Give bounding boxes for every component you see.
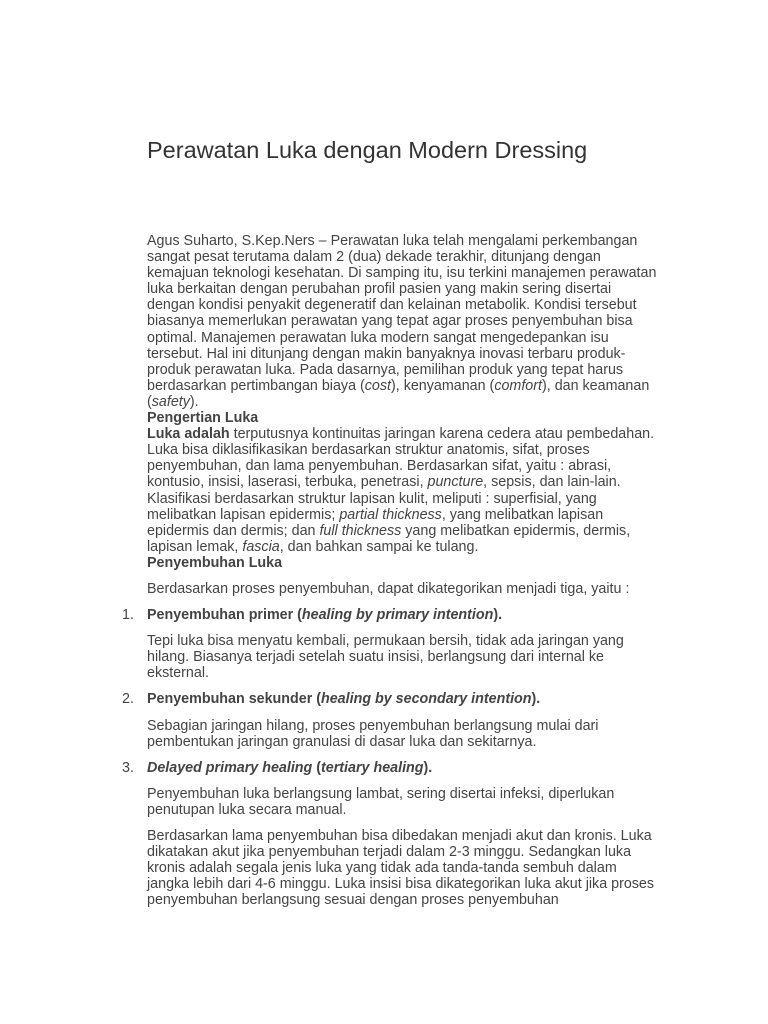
pengertian-text-2: , sepsis, dan lain-lain. (483, 474, 621, 491)
intro-italic-cost: cost (364, 377, 391, 394)
list-item-description: Sebagian jaringan hilang, proses penyembuhan berlangsung mulai dari pembentukan jaringan granulasi di dasar luka dan sekitarnya. (147, 717, 599, 750)
list-item-title-italic: healing by secondary intention (321, 691, 532, 708)
penyembuhan-lead: Berdasarkan proses penyembuhan, dapat dikategorikan menjadi tiga, yaitu : (147, 580, 630, 597)
pengertian-text-1: terputusnya kontinuitas jaringan karena cedera atau pembedahan. Luka bisa diklasifikasikan berdasarkan struktur anatomis, sifat, proses penyembuhan, dan lama penyembuhan. Berdasarkan sifat, yaitu : abrasi, kontusio, insisi, laserasi, terbuka, penetrasi, (147, 426, 655, 491)
klasifikasi-text-4: , dan bahkan sampai ke tulang. (279, 538, 479, 555)
list-item (122, 691, 662, 708)
klasifikasi-paragraph (147, 491, 662, 555)
list-item (122, 607, 662, 624)
pengertian-italic-puncture: puncture (427, 474, 484, 491)
klasifikasi-italic-full: full thickness (319, 522, 402, 539)
list-number: 3. (122, 759, 134, 776)
list-item-title (147, 607, 502, 623)
list-item-title-end: ). (423, 759, 433, 776)
list-item-title-italic-lead: Delayed primary healing (147, 759, 313, 776)
pengertian-paragraph (147, 426, 662, 490)
list-item-title-italic: healing by primary intention (301, 607, 494, 624)
pengertian-heading (147, 410, 662, 426)
list-number: 1. (122, 607, 134, 624)
list-item-description: Tepi luka bisa menyatu kembali, permukaan bersih, tidak ada jaringan yang hilang. Biasanya terjadi setelah suatu insisi, berlangsung dari internal ke eksternal. (147, 633, 624, 682)
klasifikasi-text-1: Klasifikasi berdasarkan struktur lapisan kulit, meliputi : superfisial, yang melibatkan lapisan epidermis; (147, 490, 597, 523)
list-item-title-text: ( (312, 759, 322, 776)
klasifikasi-italic-partial: partial thickness (339, 506, 442, 523)
intro-paragraph (147, 233, 662, 410)
pengertian-heading-text: Pengertian Luka (147, 410, 259, 427)
list-item-title-end: ). (531, 691, 541, 708)
document-title: Perawatan Luka dengan Modern Dressing (147, 137, 588, 163)
list-number: 2. (122, 691, 134, 708)
list-item-title-text: Penyembuhan primer ( (147, 607, 302, 624)
pengertian-bold-term: Luka adalah (147, 426, 230, 443)
intro-italic-comfort: comfort (494, 377, 542, 394)
list-item-title-end: ). (493, 607, 503, 624)
klasifikasi-italic-fascia: fascia (242, 538, 280, 555)
intro-text-3: ), dan keamanan ( (147, 377, 650, 410)
list-item-title (147, 691, 540, 707)
closing-paragraph: Berdasarkan lama penyembuhan bisa dibedakan menjadi akut dan kronis. Luka dikatakan akut jika penyembuhan terjadi dalam 2-3 minggu. Sedangkan luka kronis adalah segala jenis luka yang tidak ada tanda-tanda sembuh dalam jangka lebih dari 4-6 minggu. Luka insisi bisa dikategorikan luka akut jika proses penyembuhan berlangsung sesuai dengan proses penyembuhan (147, 828, 655, 909)
list-item-title-text: Penyembuhan sekunder ( (147, 691, 321, 708)
list-item (122, 759, 662, 776)
list-item-title-italic: tertiary healing (321, 759, 424, 776)
penyembuhan-heading (147, 555, 662, 571)
document-body (122, 233, 662, 909)
intro-italic-safety: safety (151, 393, 190, 410)
klasifikasi-text-2: , yang melibatkan lapisan epidermis dan dermis; dan (147, 506, 604, 539)
intro-text-4: ). (189, 393, 199, 410)
intro-text-2: ), kenyamanan ( (391, 377, 495, 394)
list-item-description: Penyembuhan luka berlangsung lambat, sering disertai infeksi, diperlukan penutupan luka secara manual. (147, 785, 615, 818)
penyembuhan-heading-text: Penyembuhan Luka (147, 554, 283, 571)
list-item-title (147, 760, 432, 776)
intro-text-1: Agus Suharto, S.Kep.Ners – Perawatan luka telah mengalami perkembangan sangat pesat terutama dalam 2 (dua) dekade terakhir, ditunjang dengan kemajuan teknologi kesehatan. Di samping itu, isu terkini manajemen perawatan luka berkaitan dengan perubahan profil pasien yang makin sering disertai dengan kondisi penyakit degeneratif dan kelainan metabolik. Kondisi tersebut biasanya memerlukan perawatan yang tepat agar proses penyembuhan bisa optimal. Manajemen perawatan luka modern sangat mengedepankan isu tersebut. Hal ini ditunjang dengan makin banyaknya inovasi terbaru produk-produk perawatan luka. Pada dasarnya, pemilihan produk yang tepat harus berdasarkan pertimbangan biaya ( (147, 233, 657, 394)
klasifikasi-text-3: yang melibatkan epidermis, dermis, lapisan lemak, (147, 522, 631, 555)
